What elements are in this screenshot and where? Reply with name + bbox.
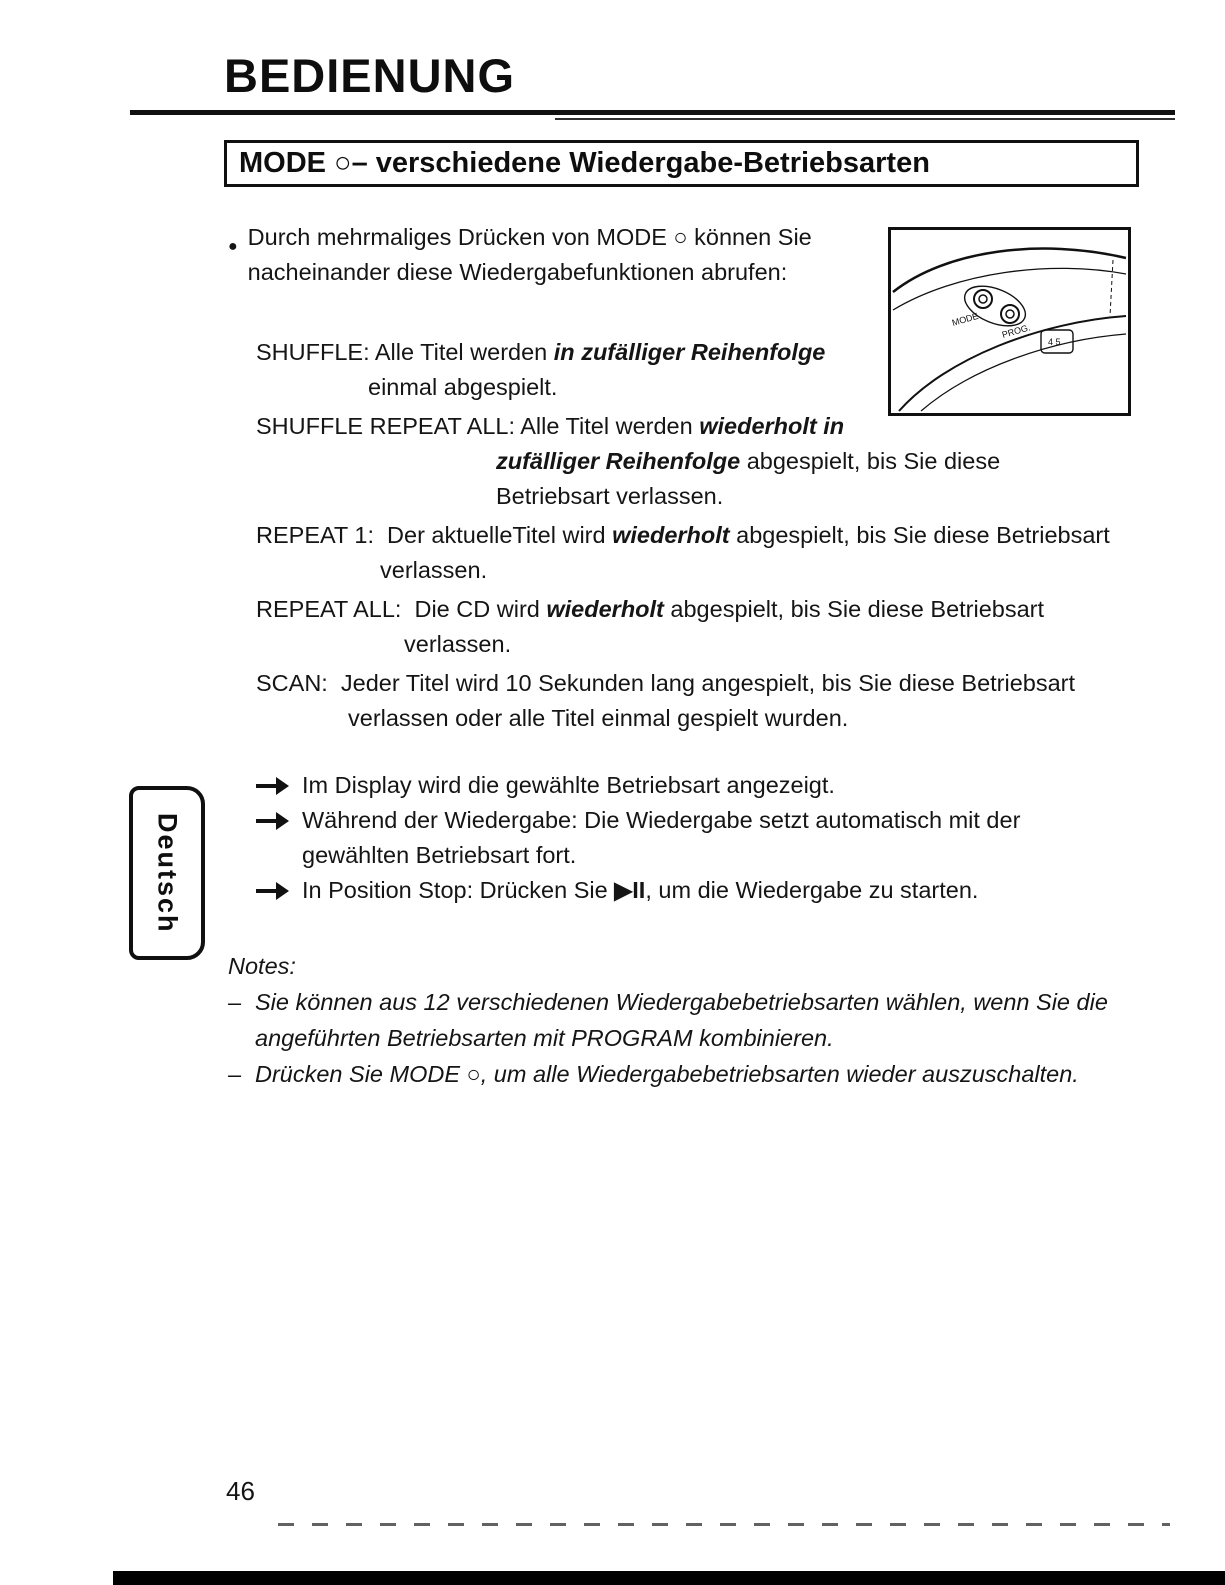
figure-label-mode: MODE — [950, 310, 980, 328]
mode-line — [404, 627, 1156, 662]
small-button-label: 4 5 — [1048, 337, 1061, 347]
text-segment: Während der Wiedergabe: Die Wiedergabe setzt automatisch mit der — [302, 807, 1021, 833]
figure-curve — [893, 249, 1126, 292]
text-segment: verlassen oder alle Titel einmal gespielt wurden. — [348, 705, 849, 731]
text-segment: einmal abgespielt. — [368, 374, 558, 400]
arrow-note — [256, 873, 1156, 908]
scan-edge-bar — [113, 1571, 1225, 1585]
notes-section — [228, 948, 1148, 1092]
mode-entry — [256, 518, 1156, 588]
mode-line — [256, 666, 1156, 701]
arrow-note-line — [302, 803, 1020, 838]
figure-curve — [893, 268, 1126, 310]
text-segment: in zufälliger Reihenfolge — [553, 339, 826, 365]
mode-line — [496, 444, 1156, 479]
text-segment: abgespielt, bis Sie diese Betriebsart — [663, 596, 1045, 622]
prog-button-drawing — [1001, 305, 1019, 323]
text-segment: REPEAT ALL: Die CD wird — [256, 596, 547, 622]
text-segment: Betriebsart verlassen. — [496, 483, 724, 509]
mode-line — [256, 335, 1156, 370]
note-entry — [228, 984, 1148, 1056]
intro-paragraph — [228, 220, 868, 290]
arrow-note-text — [302, 873, 978, 908]
note-line: Sie können aus 12 verschiedenen Wiedergabebetriebsarten wählen, wenn Sie die — [255, 989, 1108, 1015]
text-segment: Im Display wird die gewählte Betriebsart angezeigt. — [302, 772, 835, 798]
text-segment: wiederholt — [546, 596, 664, 622]
arrow-icon — [256, 768, 302, 803]
mode-entry — [256, 666, 1156, 736]
arrow-note-line — [302, 873, 978, 908]
text-segment: verlassen. — [380, 557, 488, 583]
text-segment: verlassen. — [404, 631, 512, 657]
language-tab-label: Deutsch — [152, 812, 183, 934]
note-dash: – — [228, 1061, 242, 1087]
section-title: MODE ○– verschiedene Wiedergabe-Betriebsarten — [239, 147, 930, 179]
text-segment: SHUFFLE REPEAT ALL: Alle Titel werden — [256, 413, 700, 439]
page-number: 46 — [226, 1476, 255, 1506]
mode-line — [256, 518, 1156, 553]
mode-line — [348, 701, 1156, 736]
note-text — [255, 984, 1108, 1056]
intro-line: nacheinander diese Wiedergabefunktionen abrufen: — [247, 259, 788, 285]
text-segment: SCAN: Jeder Titel wird 10 Sekunden lang angespielt, bis Sie diese Betriebsart — [256, 670, 1076, 696]
note-text — [255, 1056, 1079, 1092]
note-entry — [228, 1056, 1148, 1092]
note-line: angeführten Betriebsarten mit PROGRAM kombinieren. — [255, 1025, 834, 1051]
arrow-note-line — [302, 838, 1020, 873]
text-segment: zufälliger Reihenfolge — [496, 448, 741, 474]
text-segment: , um die Wiedergabe zu starten. — [645, 877, 979, 903]
page-heading: BEDIENUNG — [224, 49, 516, 102]
mode-line — [256, 409, 1156, 444]
mode-button-inner — [979, 295, 987, 303]
notes-title: Notes: — [228, 953, 296, 979]
mode-entry — [256, 592, 1156, 662]
text-segment: wiederholt — [612, 522, 730, 548]
text-segment: REPEAT 1: Der aktuelleTitel wird — [256, 522, 613, 548]
mode-line — [380, 553, 1156, 588]
notes-list — [228, 984, 1148, 1092]
arrow-note — [256, 768, 1156, 803]
note-dash: – — [228, 989, 242, 1015]
note-line: Drücken Sie MODE ○, um alle Wiedergabebetriebsarten wieder auszuschalten. — [255, 1061, 1079, 1087]
text-segment: gewählten Betriebsart fort. — [302, 842, 577, 868]
scan-dashed-line — [278, 1523, 1170, 1526]
arrow-icon — [256, 873, 302, 908]
arrow-notes — [256, 768, 1156, 908]
mode-line — [368, 370, 1156, 405]
text-segment: SHUFFLE: Alle Titel werden — [256, 339, 554, 365]
mode-line — [496, 479, 1156, 514]
intro-lines — [248, 220, 812, 290]
arrow-note — [256, 803, 1156, 873]
heading-rule — [130, 110, 1175, 115]
arrow-note-text — [302, 803, 1020, 873]
prog-button-inner — [1006, 310, 1014, 318]
intro-line: Durch mehrmaliges Drücken von MODE ○ können Sie — [247, 224, 812, 250]
figure-label-prog: PROG. — [1000, 322, 1032, 340]
mode-entry — [256, 335, 1156, 405]
arrow-note-text — [302, 768, 835, 803]
section-title-box — [224, 140, 1139, 187]
mode-button-drawing — [974, 290, 992, 308]
arrow-note-line — [302, 768, 835, 803]
figure-edge-line — [1110, 260, 1113, 316]
language-tab — [129, 786, 205, 960]
text-segment: ▶II — [614, 877, 646, 903]
text-segment: wiederholt in — [699, 413, 845, 439]
bullet-icon: ● — [228, 238, 238, 255]
text-segment: abgespielt, bis Sie diese Betriebsart — [729, 522, 1110, 548]
mode-line — [256, 592, 1156, 627]
text-segment: In Position Stop: Drücken Sie — [302, 877, 615, 903]
modes-list — [256, 335, 1156, 740]
mode-entry — [256, 409, 1156, 514]
heading-rule-secondary — [555, 118, 1175, 120]
text-segment: abgespielt, bis Sie diese — [740, 448, 1001, 474]
arrow-icon — [256, 803, 302, 838]
